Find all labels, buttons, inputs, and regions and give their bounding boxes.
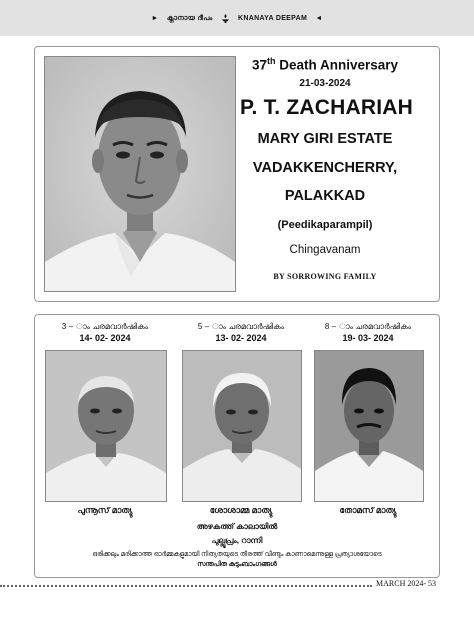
magazine-header: [0, 14, 474, 23]
family-house-name: (Peedikaparampil): [277, 219, 373, 231]
right-arrow-icon: ◄: [315, 15, 323, 22]
memorial-date-3: 19- 03- 2024: [342, 333, 394, 343]
address-line-1: MARY GIRI ESTATE: [257, 131, 393, 147]
anniversary-date: 21-03-2024: [299, 78, 351, 89]
memorial-caption-3: തോമസ് മാത്യു: [339, 505, 397, 515]
memorial-date-1: 14- 02- 2024: [79, 333, 131, 343]
memorial-title-1: 3 – ാം ചരമവാർഷികം: [61, 322, 149, 331]
memorial-date-2: 13- 02- 2024: [215, 333, 267, 343]
footer-dotted-rule: [0, 585, 372, 587]
header-malayalam-title: ക്നാനായ ദീപം: [166, 14, 213, 22]
memorial-caption-1: പുന്നൂസ് മാത്യു: [77, 505, 133, 515]
family-signature: സന്തപിത കുടുംബാംഗങ്ങൾ: [197, 561, 277, 568]
left-arrow-icon: ►: [151, 15, 159, 22]
memorial-title-2: 5 – ാം ചരമവാർഷികം: [197, 322, 285, 331]
memorial-title-3: 8 – ാം ചരമവാർഷികം: [324, 322, 412, 331]
deceased-name: P. T. ZACHARIAH: [240, 96, 413, 119]
portrait-photo-2: [182, 350, 302, 502]
prayer-line: ഒരിക്കലും മരിക്കാത്ത ഓർമ്മകളുമായി നിത്യതയുടെ തീരത്ത് വീണ്ടും കാണാമെന്നുള്ള പ്രത്യാശയോടെ: [92, 551, 382, 558]
sorrowing-family-line: BY SORROWING FAMILY: [273, 272, 377, 281]
lamp-icon: [221, 14, 230, 23]
address-line-2: VADAKKENCHERRY,: [252, 160, 398, 176]
family-place: പുല്ലൂപ്രം, റാന്നി: [211, 536, 263, 545]
village-name: Chingavanam: [289, 244, 361, 256]
portrait-photo-3: [314, 350, 424, 502]
address-line-3: PALAKKAD: [284, 188, 366, 204]
family-house: അഴകത്ത് കാലായിൽ: [196, 522, 278, 531]
page-number: MARCH 2024- 53: [376, 579, 437, 588]
portrait-photo-1: [45, 350, 167, 502]
header-english-title: KNANAYA DEEPAM: [238, 15, 308, 22]
portrait-photo-main: [44, 56, 236, 292]
memorial-caption-2: ശോശാമ്മ മാത്യു: [209, 505, 273, 515]
anniversary-heading: 37th Death Anniversary: [251, 56, 399, 73]
